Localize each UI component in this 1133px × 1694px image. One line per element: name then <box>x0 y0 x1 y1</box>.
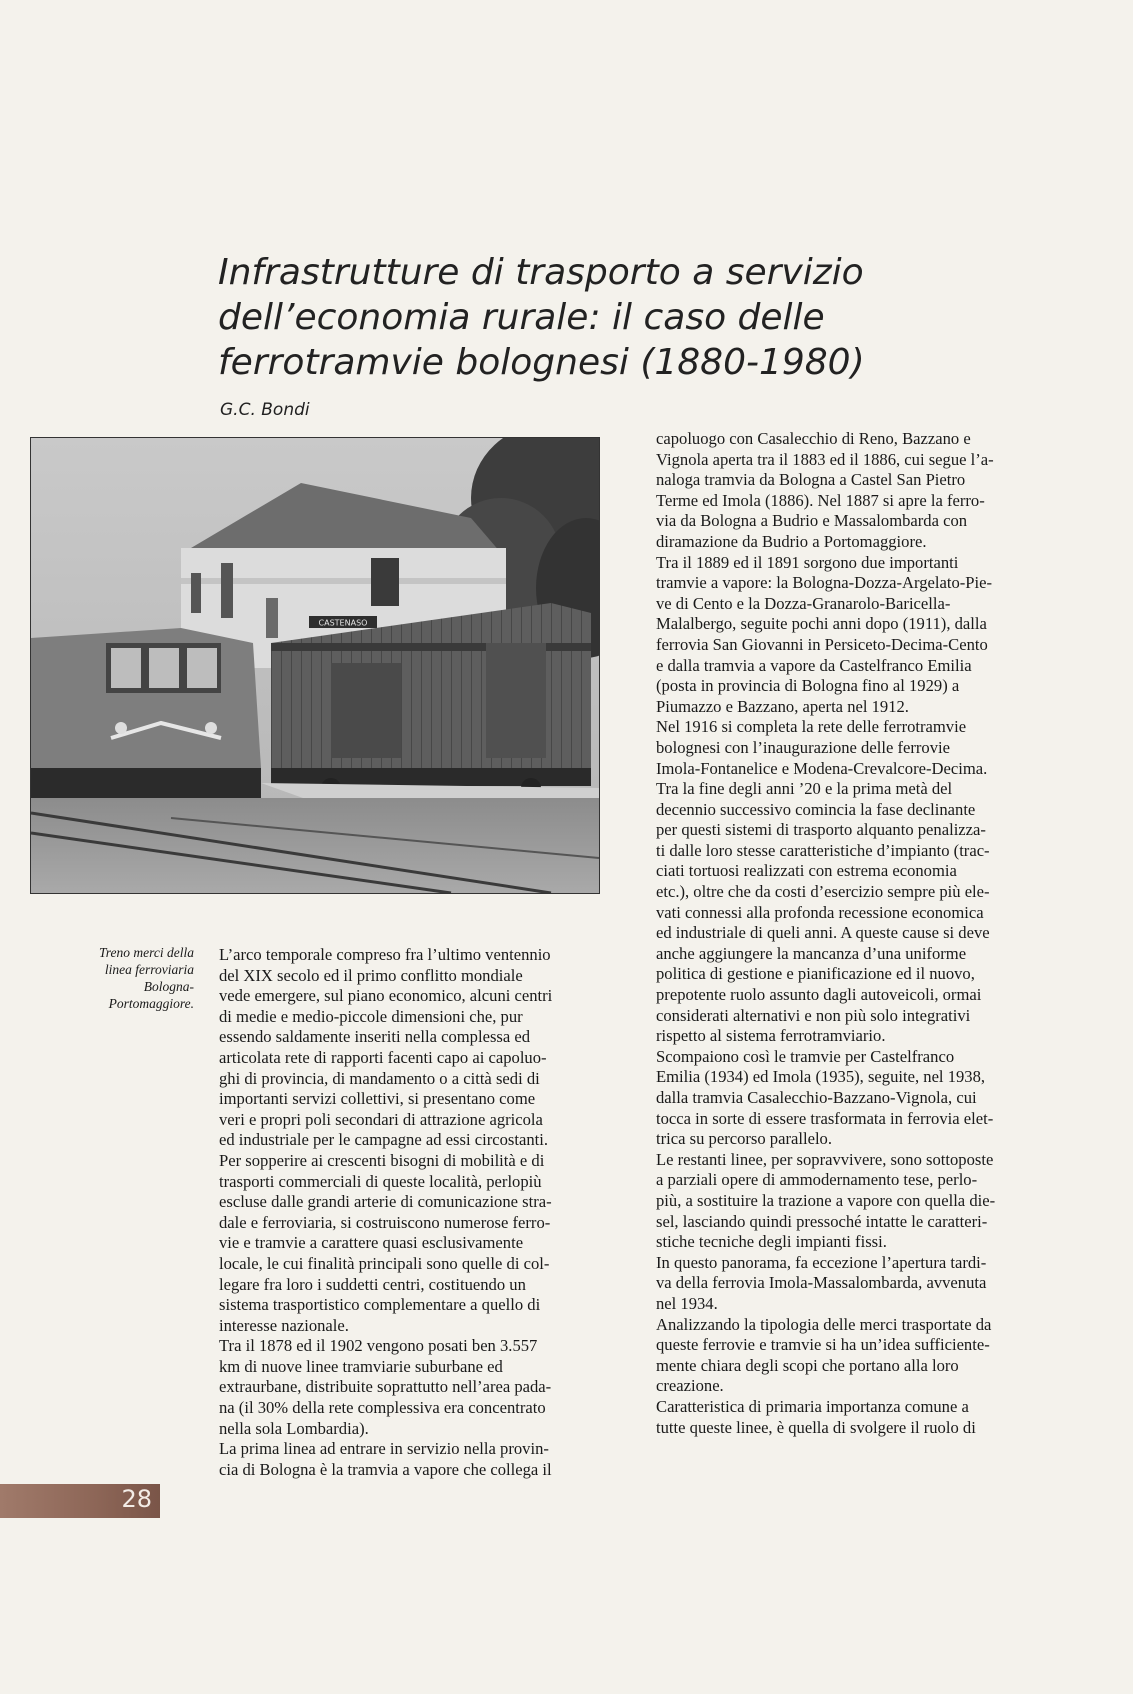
train-photo <box>30 437 600 894</box>
text-line: più, a sostituire la trazione a vapore con quella die- <box>656 1190 996 1210</box>
text-line: Emilia (1934) ed Imola (1935), seguite, nel 1938, <box>656 1067 986 1087</box>
photo-caption <box>60 944 194 1012</box>
text-line: via da Bologna a Budrio e Massalombarda con <box>656 511 968 531</box>
text-line: diramazione da Budrio a Portomaggiore. <box>656 531 927 551</box>
text-line: queste ferrovie e tramvie si ha un’idea sufficiente- <box>656 1335 990 1355</box>
text-line: rispetto al sistema ferrotramviario. <box>656 1026 886 1046</box>
text-line: ed industriale per le campagne ad essi circostanti. <box>219 1130 548 1150</box>
caption-line: Portomaggiore. <box>108 996 194 1011</box>
text-line: cia di Bologna è la tramvia a vapore che collega il <box>219 1459 552 1479</box>
text-line: vede emergere, sul piano economico, alcuni centri <box>219 986 553 1006</box>
text-line: ti dalle loro stesse caratteristiche d’impianto (trac- <box>656 840 990 860</box>
text-line: Caratteristica di primaria importanza comune a <box>656 1396 969 1416</box>
text-line: dale e ferroviaria, si costruiscono numerose ferro- <box>219 1212 551 1232</box>
text-line: trica su percorso parallelo. <box>656 1129 833 1149</box>
text-line: capoluogo con Casalecchio di Reno, Bazzano e <box>656 429 971 448</box>
locomotive <box>31 628 261 798</box>
text-line: importanti servizi collettivi, si presentano come <box>219 1089 536 1109</box>
text-line: escluse dalle grandi arterie di comunicazione stra- <box>219 1192 552 1212</box>
article-author: G.C. Bondi <box>220 400 310 420</box>
body-text-left-column <box>219 945 601 1480</box>
text-line: ve di Cento e la Dozza-Granarolo-Baricella- <box>656 593 951 613</box>
caption-line: Bologna- <box>143 979 194 994</box>
text-line: sel, lasciando quindi pressoché intatte le caratteri- <box>656 1211 988 1231</box>
text-line: Malalbergo, seguite pochi anni dopo (1911), dalla <box>656 614 987 634</box>
text-line: Piumazzo e Bazzano, aperta nel 1912. <box>656 696 909 716</box>
text-line: Tra la fine degli anni ’20 e la prima metà del <box>656 779 953 799</box>
text-line: ferrovia San Giovanni in Persiceto-Decima-Cento <box>656 634 988 654</box>
text-line: Vignola aperta tra il 1883 ed il 1886, cui segue l’a- <box>656 449 994 469</box>
text-line: na (il 30% della rete complessiva era concentrato <box>219 1398 546 1418</box>
station-sign-text: CASTENASO <box>318 618 368 628</box>
text-line: extraurbane, distribuite soprattutto nell’area pada- <box>219 1377 552 1397</box>
text-line: Per sopperire ai crescenti bisogni di mobilità e di <box>219 1150 545 1170</box>
text-line: km di nuove linee tramviarie suburbane ed <box>219 1356 503 1376</box>
text-line: Nel 1916 si completa la rete delle ferrotramvie <box>656 717 967 737</box>
text-line: tocca in sorte di essere trasformata in ferrovia elet- <box>656 1108 994 1128</box>
text-line: sistema trasportistico complementare a quello di <box>219 1295 541 1315</box>
text-line: prepotente ruolo assunto dagli autoveicoli, ormai <box>656 985 982 1005</box>
caption-line: Treno merci della <box>99 945 194 960</box>
text-line: locale, le cui finalità principali sono quelle di col- <box>219 1253 550 1273</box>
text-line: trasporti commerciali di queste località, perlopiù <box>219 1171 542 1191</box>
page-number: 28 <box>121 1485 152 1513</box>
text-line: decennio successivo comincia la fase declinante <box>656 799 976 819</box>
text-line: Analizzando la tipologia delle merci trasportate da <box>656 1314 992 1334</box>
text-line: politica di gestione e pianificazione ed il nuovo, <box>656 964 975 984</box>
body-text-right-column <box>656 429 1048 1438</box>
text-line: considerati alternativi e non più solo integrativi <box>656 1005 971 1025</box>
text-line: del XIX secolo ed il primo conflitto mondiale <box>219 965 523 985</box>
text-line: anche aggiungere la mancanza d’una uniforme <box>656 943 967 963</box>
text-line: per questi sistemi di trasporto alquanto penalizza- <box>656 820 986 840</box>
text-line: Terme ed Imola (1886). Nel 1887 si apre la ferro- <box>656 490 985 510</box>
text-line: etc.), oltre che da costi d’esercizio sempre più ele- <box>656 882 990 902</box>
text-line: va della ferrovia Imola-Massalombarda, avvenuta <box>656 1273 987 1293</box>
text-line: nella sola Lombardia). <box>219 1418 369 1438</box>
text-line: creazione. <box>656 1376 724 1396</box>
text-line: ghi di provincia, di mandamento o a città sedi di <box>219 1068 540 1088</box>
text-line: Le restanti linee, per sopravvivere, sono sottoposte <box>656 1149 994 1169</box>
text-line: vie e tramvie a carattere quasi esclusivamente <box>219 1233 524 1253</box>
text-line: tramvie a vapore: la Bologna-Dozza-Argelato-Pie- <box>656 573 993 593</box>
text-line: di medie e medio-piccole dimensioni che, pur <box>219 1006 523 1026</box>
text-line: dalla tramvia Casalecchio-Bazzano-Vignola, cui <box>656 1088 977 1107</box>
text-line: vati connessi alla profonda recessione economica <box>656 902 984 922</box>
title-line: dell’economia rurale: il caso delle <box>218 297 825 338</box>
text-line: legare fra loro i suddetti centri, costituendo un <box>219 1274 526 1294</box>
title-line: ferrotramvie bolognesi (1880-1980) <box>218 342 865 383</box>
caption-line: linea ferroviaria <box>104 962 194 977</box>
text-line: interesse nazionale. <box>219 1315 349 1335</box>
text-line: nel 1934. <box>656 1293 718 1313</box>
tracks <box>31 798 599 893</box>
text-line: ciati tortuosi realizzati con estrema economia <box>656 861 957 881</box>
text-line: (posta in provincia di Bologna fino al 1929) a <box>656 676 960 696</box>
title-line: Infrastrutture di trasporto a servizio <box>218 252 864 293</box>
text-line: articolata rete di rapporti facenti capo ai capoluo- <box>219 1047 547 1067</box>
text-line: essendo saldamente inseriti nella complessa ed <box>219 1027 531 1047</box>
station-sign <box>309 616 377 628</box>
text-line: a parziali opere di ammodernamento tese, perlo- <box>656 1170 978 1190</box>
text-line: stiche tecniche degli impianti fissi. <box>656 1232 887 1252</box>
text-line: tutte queste linee, è quella di svolgere il ruolo di <box>656 1417 976 1437</box>
text-line: La prima linea ad entrare in servizio nella provin- <box>219 1439 549 1459</box>
text-line: mente chiara degli scopi che portano alla loro <box>656 1355 959 1375</box>
text-line: L’arco temporale compreso fra l’ultimo ventennio <box>219 945 551 964</box>
text-line: Tra il 1889 ed il 1891 sorgono due importanti <box>656 552 959 572</box>
text-line: veri e propri poli secondari di attrazione agricola <box>219 1109 543 1129</box>
text-line: bolognesi con l’inaugurazione delle ferrovie <box>656 737 950 757</box>
article-title <box>218 250 938 385</box>
page-number-box <box>0 1484 160 1518</box>
text-line: ed industriale di queli anni. A queste cause si deve <box>656 923 990 943</box>
text-line: e dalla tramvia a vapore da Castelfranco Emilia <box>656 655 972 675</box>
text-line: Tra il 1878 ed il 1902 vengono posati ben 3.557 <box>219 1336 538 1356</box>
text-line: Imola-Fontanelice e Modena-Crevalcore-Decima. <box>656 758 988 778</box>
text-line: naloga tramvia da Bologna a Castel San Pietro <box>656 470 966 490</box>
text-line: Scompaiono così le tramvie per Castelfranco <box>656 1046 955 1066</box>
text-line: In questo panorama, fa eccezione l’apertura tardi- <box>656 1252 987 1272</box>
